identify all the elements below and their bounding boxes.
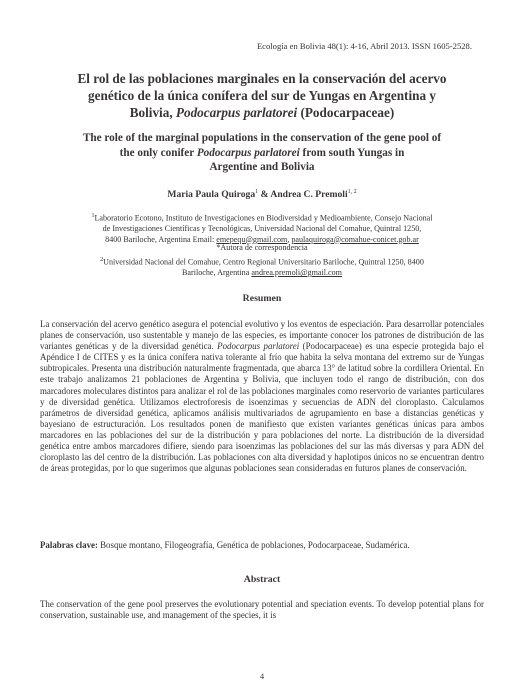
author-separator: & [258, 189, 271, 201]
keywords [40, 540, 484, 551]
english-title-line-1: The role of the marginal populations in the conservation of the gene pool of [82, 132, 442, 144]
spanish-title-line-2: genético de la única conífera del sur de Yungas en Argentina y [88, 88, 436, 103]
affiliation-1-marker: 1 [91, 213, 95, 219]
abstract-heading: Abstract [243, 574, 281, 585]
abstract-body: The conservation of the gene pool preserves the evolutionary potential and speciation events. To develop potential plans for conservation, sustainable use, and management of the species, it is [40, 599, 484, 621]
english-title [40, 131, 484, 175]
keywords-text: Bosque montano, Filogeografía, Genética de poblaciones, Podocarpaceae, Sudamérica. [97, 540, 410, 550]
author-list [0, 189, 524, 200]
resumen-species: Podocarpus parlatorei [217, 341, 300, 352]
author-2: Andrea C. Premoli [270, 189, 348, 201]
resumen-text-1: La conservación del acervo genético asegura el potencial evolutivo y los eventos de especiación. Para desarrollar potenciales planes de conservación, uso sustentable y manejo de las especies, es importante conocer los patrones de distribución de las variantes genéticas y de la diversidad genética. [40, 319, 484, 352]
affiliation-2 [40, 255, 484, 279]
resumen-heading: Resumen [242, 293, 282, 304]
english-title-species: Podocarpus parlatorei [196, 146, 300, 159]
spanish-title-species: Podocarpus parlatorei [175, 105, 298, 120]
email-link-2[interactable]: paulaquiroga@comahue-conicet.gob.ar [291, 234, 419, 244]
author-1: Maria Paula Quiroga [167, 189, 256, 201]
affiliation-1-line-1: Laboratorio Ecotono, Instituto de Investigaciones en Biodiversidad y Medioambiente, Consejo Nacional [94, 213, 433, 223]
english-title-line-2-prefix: the only conifer [119, 146, 197, 159]
resumen-body [40, 319, 484, 474]
english-title-line-2-suffix: from south Yungas in [299, 146, 405, 159]
affiliation-2-line-2: Bariloche, Argentina [182, 268, 252, 278]
email-separator: , [287, 234, 292, 244]
author-2-affiliation: 1, 2 [347, 189, 357, 195]
affiliation-2-line-1: Universidad Nacional del Comahue, Centro Regional Universitario Bariloche, Quintral 1250, 8400 [103, 257, 424, 267]
author-1-affiliation: 1 [255, 189, 259, 195]
page-number: 4 [259, 672, 265, 681]
spanish-title-line-3-suffix: (Podocarpaceae) [297, 105, 395, 120]
journal-citation: Ecología en Bolivia 48(1): 4-16, Abril 2013. ISSN 1605-2528. [256, 41, 472, 51]
english-title-line-3: Argentine and Bolivia [209, 161, 315, 173]
spanish-title-line-1: El rol de las poblaciones marginales en la conservación del acervo [77, 71, 447, 86]
affiliation-1-line-2: de Investigaciones Científicas y Tecnológicas, Universidad Nacional del Comahue, Quintral 1250, [102, 224, 422, 234]
spanish-title [36, 70, 488, 121]
resumen-text-2: (Podocarpaceae) es una especie protegida bajo el Apéndice I de CITES y es la única conífera nativa tolerante al frío que habita la selva montana del extremo sur de Yungas subtropicales. Presenta una distribución naturalmente fragmentada, que abarca 13° de latitud sobre la cordillera Oriental. En este trabajo analizamos 21 poblaciones de Argentina y Bolivia, que incluyen todo el rango de distribución, con dos marcadores moleculares distintos para analizar el rol de las poblaciones marginales como reservorio de variantes particulares y de diversidad genética. Utilizamos electroforesis de isoenzimas y secuencias de ADN del cloroplasto. Calculamos parámetros de diversidad genética, aplicamos análisis multivariados de agrupamiento en base a distancias genéticas y bayesiano de estructuración. Los resultados ponen de manifiesto que existen variantes genéticas únicas para ambos marcadores en las poblaciones del sur de la distribución y para poblaciones del norte. La distribución de la diversidad genética entre ambos marcadores difiere, siendo para isoenzimas las poblaciones del sur las más diversas y para ADN del cloroplasto las del centro de la distribución. Las poblaciones con alta diversidad y haplotipos únicos no se encuentran dentro de áreas protegidas, por lo que sugerimos que algunas poblaciones sean consideradas en futuros planes de conservación. [40, 341, 484, 474]
keywords-label: Palabras clave: [40, 540, 98, 550]
affiliation-1 [40, 211, 484, 245]
spanish-title-line-3-prefix: Bolivia, [129, 105, 176, 120]
corresponding-author-note: *Autora de correspondencia [216, 243, 308, 252]
affiliation-2-marker: 2 [100, 257, 104, 263]
email-link-1[interactable]: emepequ@gmail.com [216, 234, 288, 244]
email-link-3[interactable]: andrea.premoli@gmail.com [251, 268, 342, 278]
affiliation-1-line-3: 8400 Bariloche, Argentina Email: [105, 234, 217, 244]
